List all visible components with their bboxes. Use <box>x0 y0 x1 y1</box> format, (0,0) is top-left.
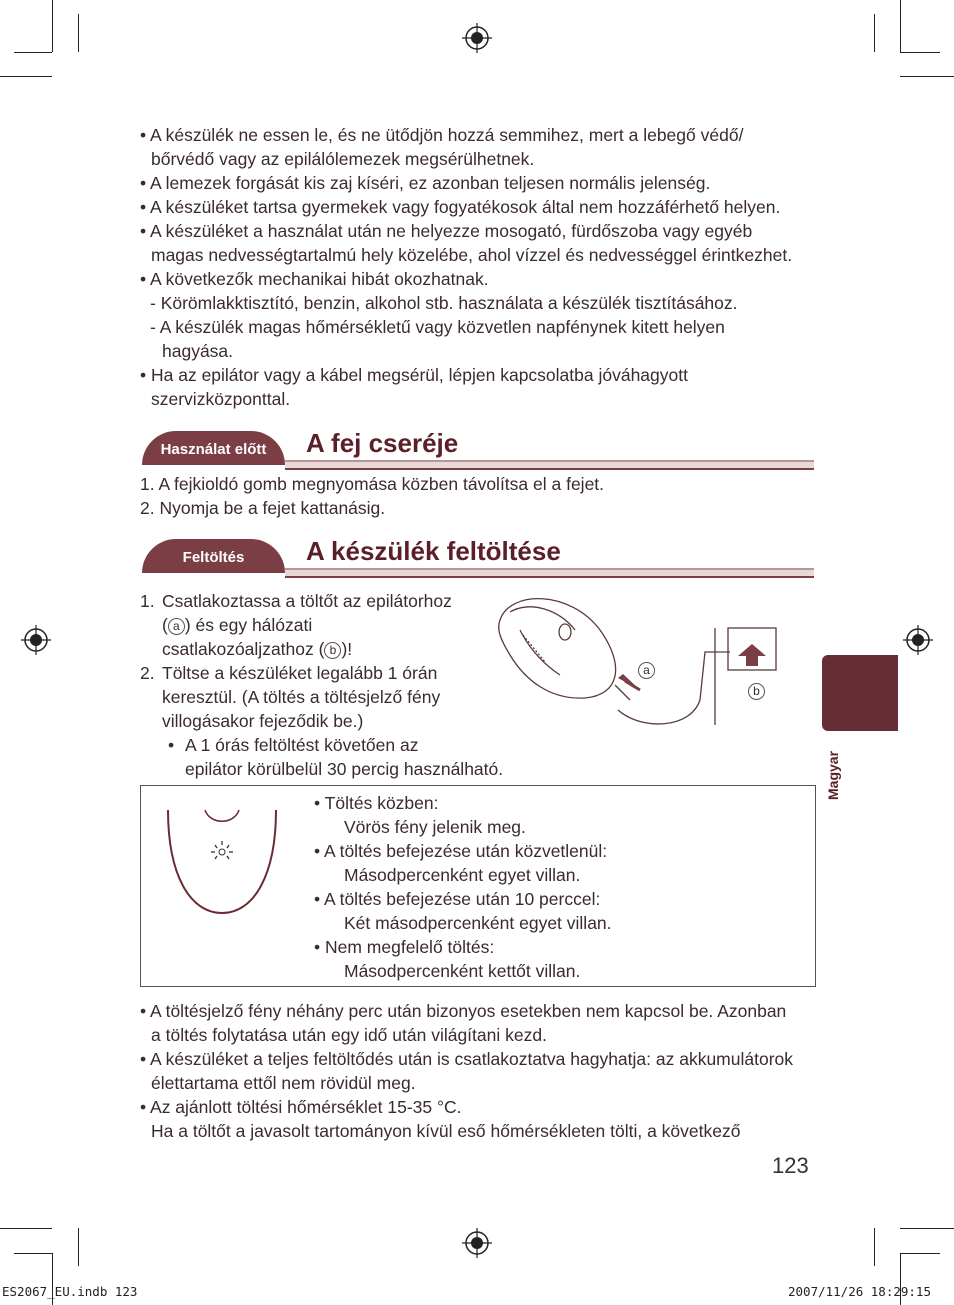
step-number: 1. <box>140 591 155 611</box>
registration-mark-icon <box>903 625 933 655</box>
crop-mark <box>900 0 901 52</box>
step-text: Csatlakoztassa a töltőt az epilátorhoz ( a ) és egy hálózati csatlakozóaljzathoz ( b )! <box>162 591 452 659</box>
callout-b-icon: b <box>324 642 341 659</box>
crop-mark <box>0 1228 52 1229</box>
footer-timestamp: 2007/11/26 18:29:15 <box>788 1284 931 1299</box>
crop-mark <box>78 1228 79 1266</box>
charging-illustration <box>490 590 790 735</box>
step-number: 2. <box>140 663 155 683</box>
bullet-item: • A lemezek forgását kis zaj kíséri, ez azonban teljesen normális jelenség. <box>140 173 711 193</box>
step-item: 1. A fejkioldó gomb megnyomása közben távolítsa el a fejet. <box>140 474 605 494</box>
bullet-item: • A töltésjelző fény néhány perc után bizonyos esetekben nem kapcsol be. Azonban a töltés folytatása után egy idő után világítani kezd. <box>140 1001 787 1045</box>
callout-a-icon: a <box>168 618 185 635</box>
registration-mark-icon <box>462 23 492 53</box>
sub-bullet-text: A 1 órás feltöltést követően az epilátor körülbelül 30 percig használható. <box>185 735 504 779</box>
crop-mark <box>900 76 954 77</box>
bullet-item: • A következők mechanikai hibát okozhatnak. <box>140 269 489 289</box>
crop-mark <box>874 1228 875 1266</box>
bullet-item: • A készüléket a teljes feltöltődés után is csatlakoztatva hagyhatja: az akkumulátorok élettartama ettől nem rövidül meg. <box>140 1049 794 1093</box>
title-rule <box>285 568 814 578</box>
section-title: A fej cseréje <box>306 428 459 458</box>
section-tag: Használat előtt <box>142 431 285 465</box>
crop-mark <box>900 1228 954 1229</box>
bullet-item: • A készülék ne essen le, és ne ütődjön hozzá semmihez, mert a lebegő védő/ bőrvédő vagy az epilálólemezek megsérülhetnek. <box>140 125 744 169</box>
bullet-item: • Az ajánlott töltési hőmérséklet 15-35 °C. Ha a töltőt a javasolt tartományon kívül eső hőmérsékleten tölti, a következő <box>140 1097 741 1141</box>
language-tab <box>822 655 898 731</box>
section-title: A készülék feltöltése <box>306 536 561 566</box>
page-number: 123 <box>772 1153 809 1178</box>
crop-mark <box>874 14 875 52</box>
crop-mark <box>14 52 52 53</box>
bullet-item: • A készüléket a használat után ne helyezze mosogató, fürdőszoba vagy egyéb magas nedvességtartalmú hely közelébe, ahol vízzel és nedvességgel érintkezhet. <box>140 221 793 265</box>
footer-file: ES2067_EU.indb 123 <box>2 1284 138 1299</box>
language-label: Magyar <box>825 750 841 800</box>
callout-a-icon: a <box>638 662 655 679</box>
crop-mark <box>900 1253 940 1254</box>
dash-item: - A készülék magas hőmérsékletű vagy közvetlen napfénynek kitett helyen hagyása. <box>150 317 725 361</box>
crop-mark <box>52 0 53 52</box>
epilator-front-icon <box>160 805 285 920</box>
step-item: 2. Nyomja be a fejet kattanásig. <box>140 498 386 518</box>
bullet-item: • A készüléket tartsa gyermekek vagy fogyatékosok által nem hozzáférhető helyen. <box>140 197 781 217</box>
registration-mark-icon <box>21 625 51 655</box>
crop-mark <box>0 76 52 77</box>
crop-mark <box>14 1253 52 1254</box>
crop-mark <box>78 14 79 52</box>
charge-status-list: • Töltés közben: Vörös fény jelenik meg. • A töltés befejezése után közvetlenül: Másodpercenként egyet villan. • A töltés befejezése után 10 perccel: Két másodpercenként egyet villan. • Nem megfelelő töltés: Másodpercenként kettőt villan. <box>314 793 612 981</box>
section-tag: Feltöltés <box>142 539 285 573</box>
bullet-item: • Ha az epilátor vagy a kábel megsérül, lépjen kapcsolatba jóváhagyott szervizközponttal. <box>140 365 688 409</box>
dash-item: - Körömlakktisztító, benzin, alkohol stb. használata a készülék tisztításához. <box>150 293 738 313</box>
title-rule <box>285 460 814 470</box>
sub-bullet: • <box>168 735 175 755</box>
step-text: Töltse a készüléket legalább 1 órán keresztül. (A töltés a töltésjelző fény villogásakor fejeződik be.) <box>162 663 441 731</box>
callout-b-icon: b <box>748 683 765 700</box>
crop-mark <box>900 52 940 53</box>
registration-mark-icon <box>462 1228 492 1258</box>
